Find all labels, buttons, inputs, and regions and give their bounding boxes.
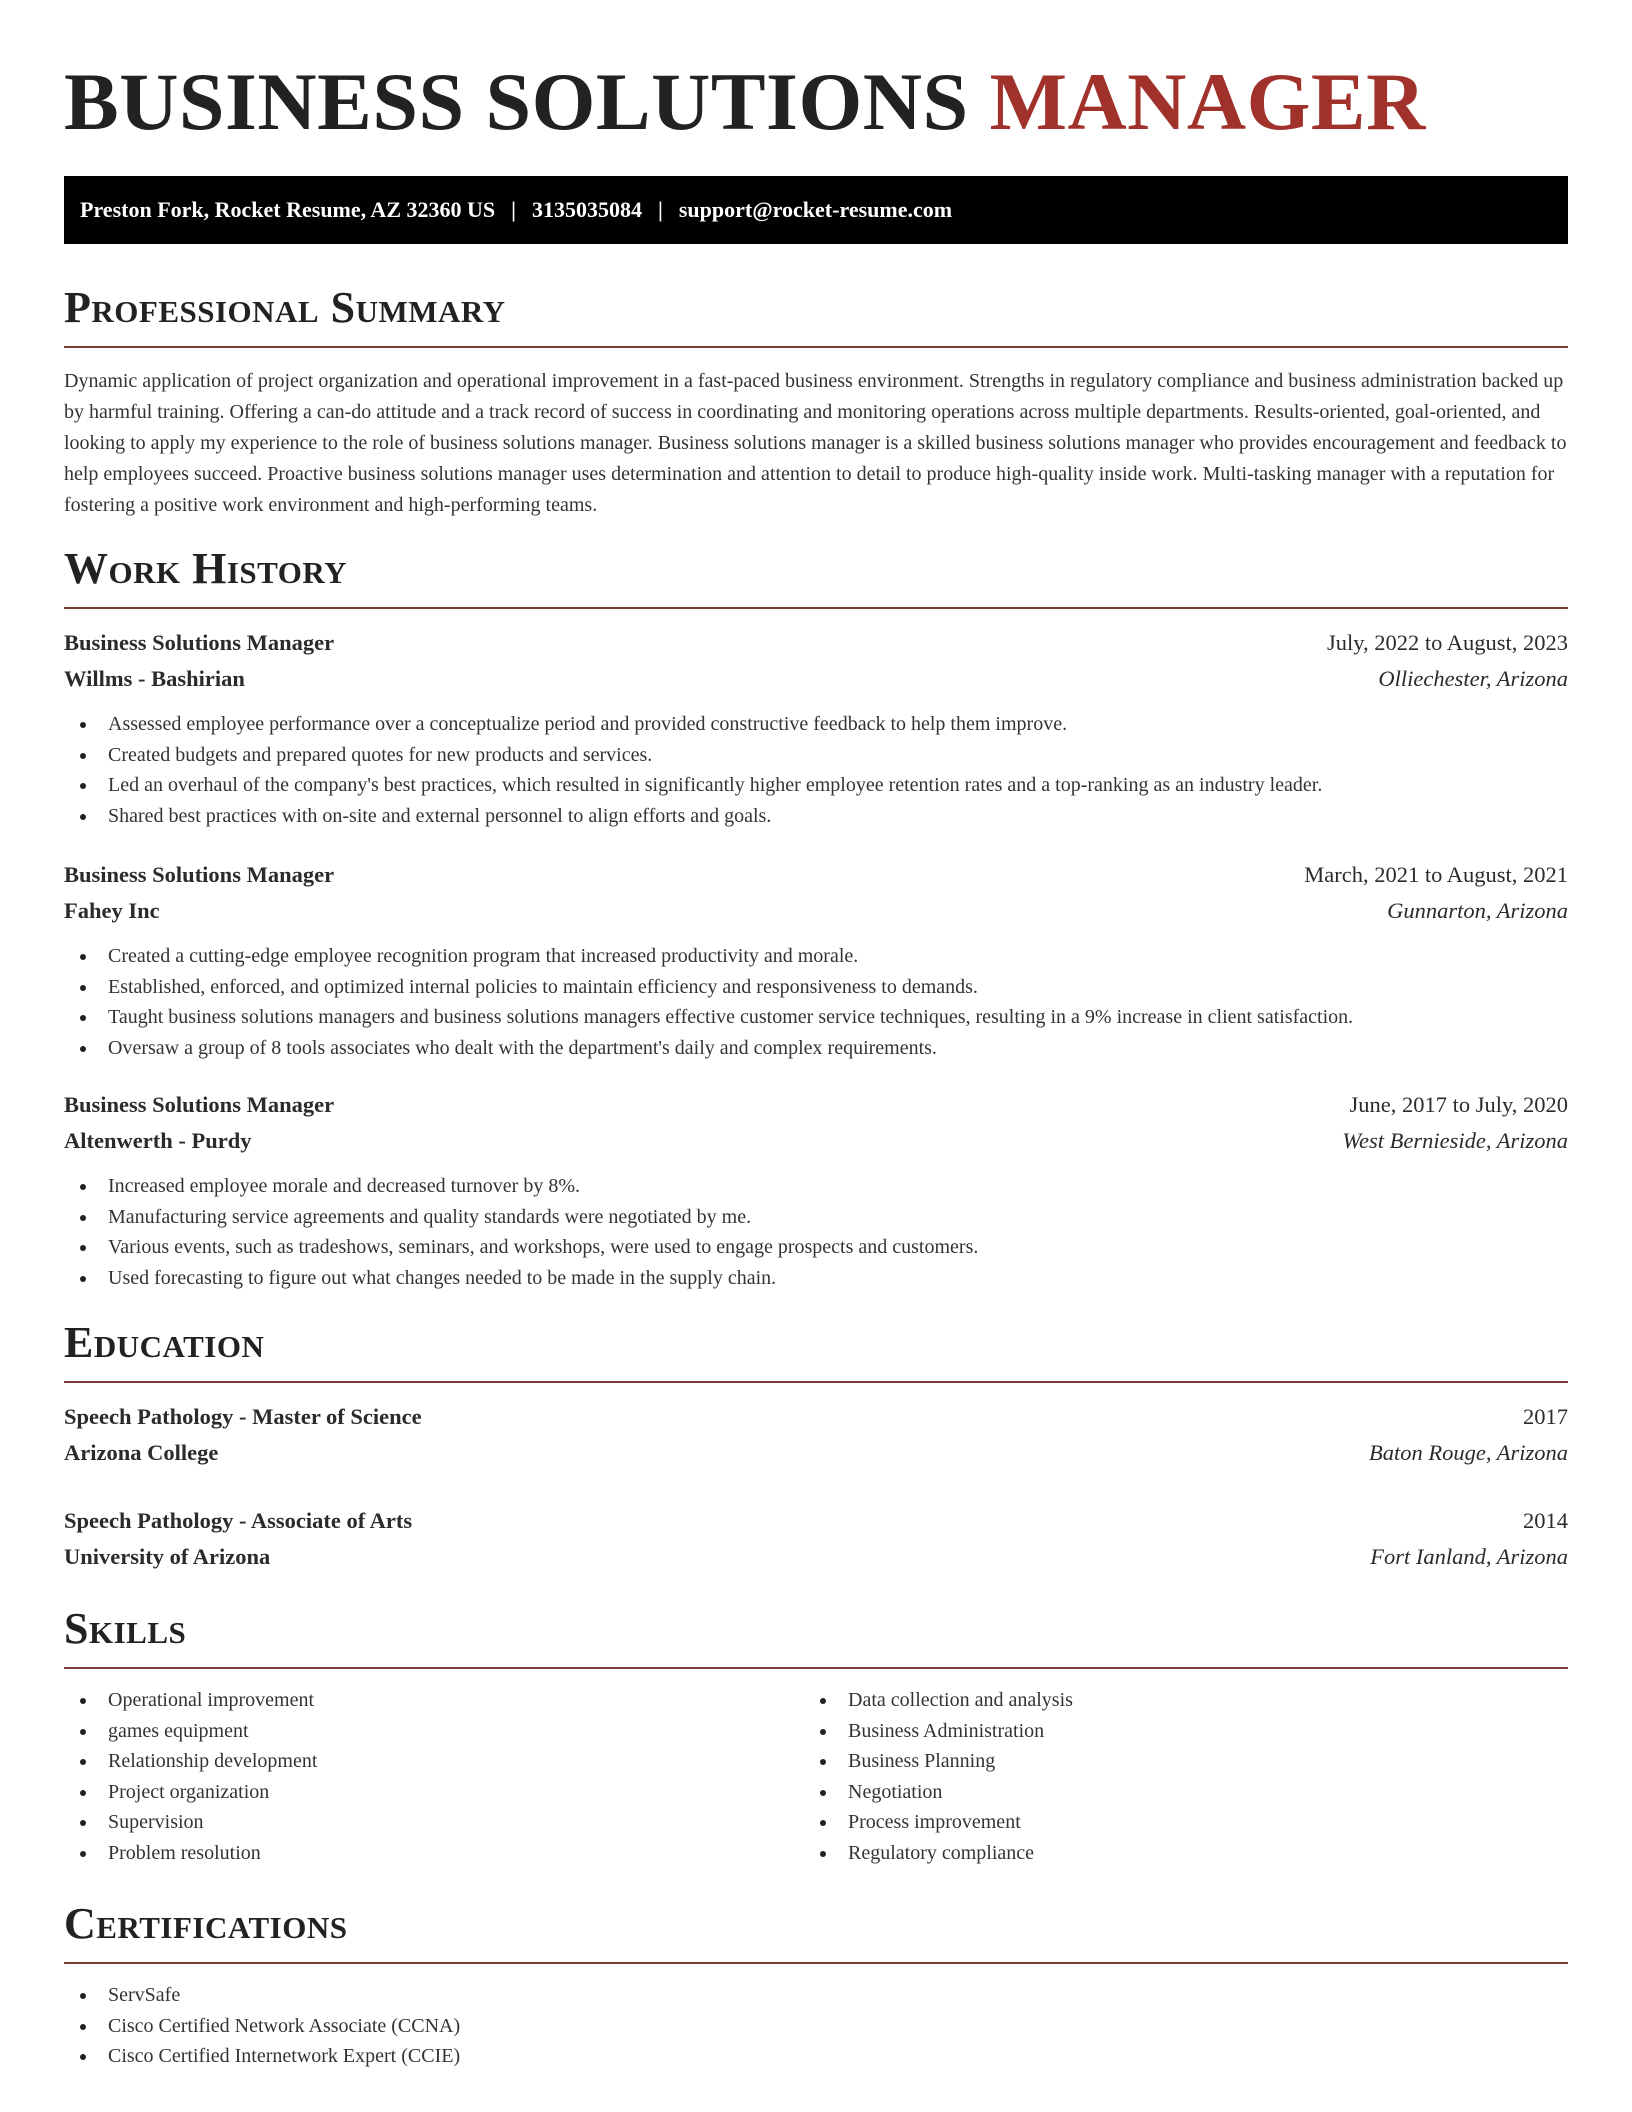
section-divider <box>64 607 1568 609</box>
job-dates: June, 2017 to July, 2020 <box>1349 1092 1568 1117</box>
list-item <box>64 1202 1568 1233</box>
education-degree: Speech Pathology - Associate of Arts <box>64 1508 413 1533</box>
job-company: Willms - Bashirian <box>64 666 245 691</box>
education-school: Arizona College <box>64 1440 219 1465</box>
bullet-icon <box>820 1698 826 1704</box>
list-item <box>64 770 1568 801</box>
job-company: Altenwerth - Purdy <box>64 1128 252 1153</box>
list-item <box>804 1746 1544 1777</box>
section-heading-work-history: Work History <box>64 544 348 593</box>
education-year: 2017 <box>1523 1404 1568 1429</box>
skills-section <box>64 1605 1568 1868</box>
education-header-row <box>64 1503 1568 1539</box>
job-company: Fahey Inc <box>64 898 160 923</box>
list-item <box>64 1232 1568 1263</box>
certification-text: ServSafe <box>108 1984 181 2006</box>
list-item <box>804 1716 1544 1747</box>
bullet-icon <box>80 985 86 991</box>
bullet-icon <box>80 1790 86 1796</box>
job-location: Olliechester, Arizona <box>1378 666 1568 691</box>
job-entry <box>64 1087 1568 1293</box>
skill-text: Operational improvement <box>108 1689 315 1711</box>
list-item <box>64 1263 1568 1294</box>
list-item <box>804 1685 1544 1716</box>
bullet-icon <box>80 1820 86 1826</box>
job-location: West Bernieside, Arizona <box>1342 1128 1568 1153</box>
certification-text: Cisco Certified Network Associate (CCNA) <box>108 2014 461 2037</box>
bullet-icon <box>820 1790 826 1796</box>
list-item <box>64 1777 804 1808</box>
job-company-row <box>64 661 1568 697</box>
job-entry <box>64 625 1568 831</box>
bullet-icon <box>820 1729 826 1735</box>
list-item <box>64 1838 804 1869</box>
skill-text: Business Planning <box>848 1750 996 1772</box>
bullet-text: Various events, such as tradeshows, seminars, and workshops, were used to engage prospects and customers. <box>108 1236 979 1258</box>
education-entry <box>64 1503 1568 1575</box>
work-history-section <box>64 545 1568 1293</box>
skills-grid <box>64 1685 1568 1868</box>
contact-separator: | <box>657 197 663 222</box>
bullet-icon <box>80 2054 86 2060</box>
skill-text: Problem resolution <box>108 1841 261 1864</box>
list-item <box>64 1746 804 1777</box>
list-item <box>64 941 1568 972</box>
list-item <box>64 2041 1568 2072</box>
skill-text: Business Administration <box>848 1719 1045 1742</box>
list-item <box>64 1980 1568 2011</box>
section-heading-summary: Professional Summary <box>64 283 506 332</box>
job-title: Business Solutions Manager <box>64 862 335 887</box>
skills-column-left <box>64 1685 804 1868</box>
job-bullets <box>64 709 1568 831</box>
job-company-row <box>64 1123 1568 1159</box>
job-location: Gunnarton, Arizona <box>1387 898 1568 923</box>
list-item <box>64 1716 804 1747</box>
skill-text: Regulatory compliance <box>848 1841 1035 1864</box>
section-divider <box>64 1667 1568 1669</box>
job-bullets <box>64 941 1568 1063</box>
list-item <box>64 801 1568 832</box>
section-divider <box>64 346 1568 348</box>
bullet-text: Shared best practices with on-site and external personnel to align efforts and goals. <box>108 804 772 827</box>
bullet-text: Increased employee morale and decreased turnover by 8%. <box>108 1175 581 1197</box>
bullet-icon <box>80 1851 86 1857</box>
bullet-text: Led an overhaul of the company's best practices, which resulted in significantly higher employee retention rates and a top-ranking as an industry leader. <box>108 774 1323 796</box>
bullet-icon <box>80 814 86 820</box>
list-item <box>804 1807 1544 1838</box>
section-divider <box>64 1962 1568 1964</box>
contact-phone: 3135035084 <box>531 197 642 222</box>
job-dates: March, 2021 to August, 2021 <box>1304 862 1568 887</box>
bullet-text: Assessed employee performance over a conceptualize period and provided constructive feedback to help them improve. <box>108 713 1068 735</box>
list-item <box>804 1838 1544 1869</box>
skill-text: games equipment <box>108 1719 249 1742</box>
education-entry <box>64 1399 1568 1471</box>
certification-text: Cisco Certified Internetwork Expert (CCIE) <box>108 2045 461 2067</box>
bullet-icon <box>820 1820 826 1826</box>
bullet-text: Oversaw a group of 8 tools associates who dealt with the department's daily and complex requirements. <box>108 1036 937 1059</box>
bullet-icon <box>820 1759 826 1765</box>
list-item <box>64 1807 804 1838</box>
list-item <box>64 1002 1568 1033</box>
bullet-icon <box>80 954 86 960</box>
skills-column-right <box>804 1685 1544 1868</box>
contact-address: Preston Fork, Rocket Resume, AZ 32360 US <box>80 197 496 222</box>
bullet-text: Used forecasting to figure out what changes needed to be made in the supply chain. <box>108 1266 777 1289</box>
education-section <box>64 1319 1568 1575</box>
bullet-icon <box>80 1729 86 1735</box>
section-heading-education: Education <box>64 1318 265 1367</box>
bullet-icon <box>80 1276 86 1282</box>
bullet-icon <box>80 1993 86 1999</box>
certifications-list <box>64 1980 1568 2072</box>
list-item <box>804 1777 1544 1808</box>
bullet-icon <box>80 1698 86 1704</box>
education-location: Fort Ianland, Arizona <box>1370 1544 1568 1569</box>
bullet-text: Created budgets and prepared quotes for new products and services. <box>108 743 653 766</box>
list-item <box>64 2011 1568 2042</box>
job-title: Business Solutions Manager <box>64 1092 335 1117</box>
contact-separator: | <box>511 197 516 222</box>
certifications-section <box>64 1900 1568 2072</box>
list-item <box>64 972 1568 1003</box>
skill-text: Project organization <box>108 1780 270 1803</box>
summary-section <box>64 284 1568 521</box>
education-school: University of Arizona <box>64 1544 271 1569</box>
education-location: Baton Rouge, Arizona <box>1369 1440 1568 1465</box>
bullet-icon <box>820 1851 826 1857</box>
summary-text: Dynamic application of project organization and operational improvement in a fast-paced business environment. Strengths in regulatory compliance and business administration backed up by harmful training. Offering a can-do attitude and a track record of success in coordinating and monitoring operations across multiple departments. Results-oriented, goal-oriented, and looking to apply my experience to the role of business solutions manager. Business solutions manager is a skilled business solutions manager who provides encouragement and feedback to help employees succeed. Proactive business solutions manager uses determination and attention to detail to produce high-quality inside work. Multi-tasking manager with a reputation for fostering a positive work environment and high-performing teams. <box>64 370 1567 516</box>
skill-text: Data collection and analysis <box>848 1689 1073 1711</box>
list-item <box>64 709 1568 740</box>
job-company-row <box>64 893 1568 929</box>
skill-text: Process improvement <box>848 1811 1021 1833</box>
list-item <box>64 740 1568 771</box>
bullet-icon <box>80 1184 86 1190</box>
job-header-row <box>64 625 1568 661</box>
bullet-text: Manufacturing service agreements and quality standards were negotiated by me. <box>108 1205 752 1228</box>
bullet-icon <box>80 1245 86 1251</box>
skill-text: Supervision <box>108 1811 204 1833</box>
section-heading-skills: Skills <box>64 1604 187 1653</box>
section-divider <box>64 1381 1568 1383</box>
resume-title <box>64 54 1568 150</box>
title-part-2: MANAGER <box>989 56 1426 147</box>
bullet-icon <box>80 753 86 759</box>
bullet-icon <box>80 1015 86 1021</box>
bullet-icon <box>80 783 86 789</box>
job-dates: July, 2022 to August, 2023 <box>1326 630 1568 655</box>
bullet-text: Established, enforced, and optimized internal policies to maintain efficiency and responsiveness to demands. <box>108 975 978 998</box>
skill-text: Negotiation <box>848 1780 943 1803</box>
bullet-icon <box>80 722 86 728</box>
list-item <box>64 1685 804 1716</box>
contact-email: support@rocket-resume.com <box>678 197 953 222</box>
bullet-text: Taught business solutions managers and business solutions managers effective customer service techniques, resulting in a 9% increase in client satisfaction. <box>108 1006 1354 1028</box>
section-heading-certifications: Certifications <box>64 1899 348 1948</box>
bullet-icon <box>80 1759 86 1765</box>
title-part-1: BUSINESS SOLUTIONS <box>64 56 969 147</box>
education-degree: Speech Pathology - Master of Science <box>64 1404 422 1429</box>
job-header-row <box>64 1087 1568 1123</box>
bullet-icon <box>80 2024 86 2030</box>
job-title: Business Solutions Manager <box>64 630 335 655</box>
bullet-icon <box>80 1215 86 1221</box>
contact-bar <box>64 176 1568 244</box>
job-entry <box>64 857 1568 1063</box>
job-bullets <box>64 1171 1568 1293</box>
bullet-icon <box>80 1046 86 1052</box>
job-header-row <box>64 857 1568 893</box>
education-year: 2014 <box>1523 1508 1568 1533</box>
skill-text: Relationship development <box>108 1750 318 1772</box>
education-header-row <box>64 1399 1568 1435</box>
list-item <box>64 1033 1568 1064</box>
bullet-text: Created a cutting-edge employee recognition program that increased productivity and morale. <box>108 945 859 967</box>
education-school-row <box>64 1539 1568 1575</box>
education-school-row <box>64 1435 1568 1471</box>
list-item <box>64 1171 1568 1202</box>
